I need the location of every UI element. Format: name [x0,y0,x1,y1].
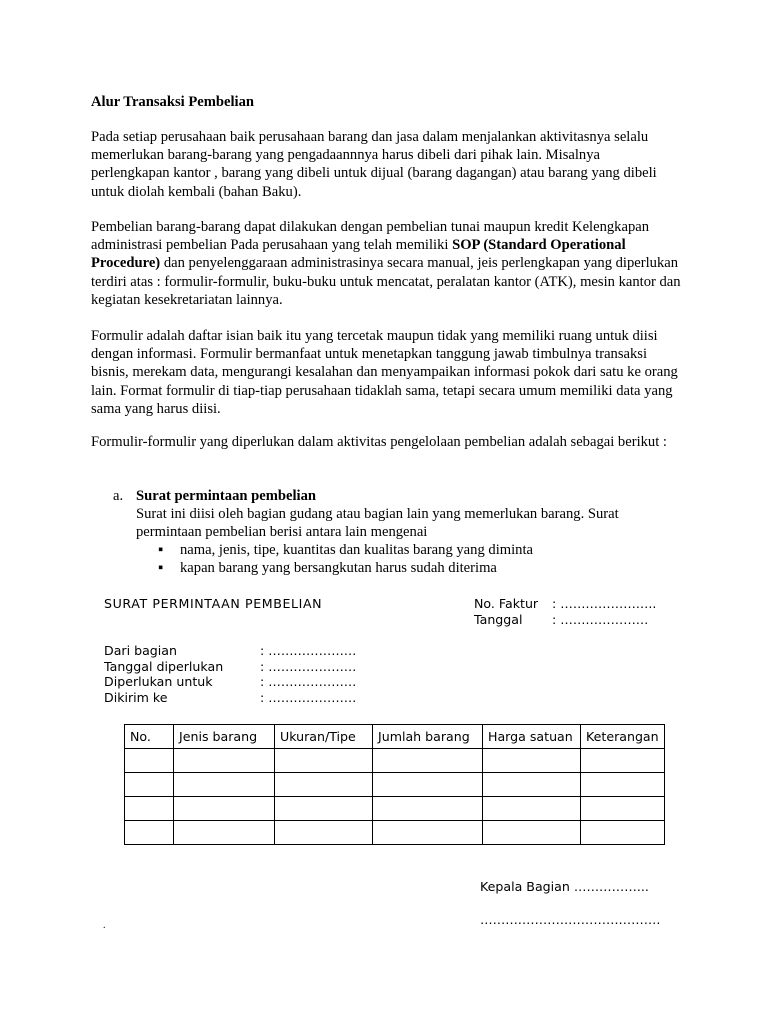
column-header: Harga satuan [483,725,581,749]
faktur-row [474,596,656,612]
table-cell[interactable] [373,821,483,845]
table-cell[interactable] [483,773,581,797]
table-cell[interactable] [581,749,665,773]
field-value: : ………………… [260,658,357,674]
table-cell[interactable] [174,773,275,797]
table-cell[interactable] [125,797,174,821]
table-cell[interactable] [483,821,581,845]
table-row [125,749,665,773]
stray-dot: . [103,920,106,931]
table-cell[interactable] [275,821,373,845]
paragraph-2 [91,218,681,309]
column-header: Jenis barang [174,725,275,749]
column-header: No. [125,725,174,749]
paragraph-4: Formulir-formulir yang diperlukan dalam aktivitas pengelolaan pembelian adalah sebagai berikut : [91,434,667,450]
table-cell[interactable] [275,797,373,821]
table-cell[interactable] [373,773,483,797]
field-value: : ………………… [260,643,357,658]
tanggal-row [474,612,648,628]
faktur-value: : ………………….. [552,596,657,611]
table-cell[interactable] [275,749,373,773]
form-field [104,674,356,690]
section-heading: Surat permintaan pembelian [136,488,316,504]
section-body: Surat ini diisi oleh bagian gudang atau bagian lain yang memerlukan barang. Surat permintaan pembelian berisi antara lain mengenai [136,506,619,541]
sop-term: SOP (Standard Operational Procedure) [91,237,626,272]
table-cell[interactable] [483,749,581,773]
document-title: Alur Transaksi Pembelian [91,94,254,110]
tanggal-label: Tanggal [474,612,523,627]
table-row [125,821,665,845]
section-marker: a. [113,488,124,504]
bullet-item [158,559,497,577]
field-value: : ………………… [260,674,357,690]
table-header-row [125,725,665,749]
column-header: Jumlah barang [373,725,483,749]
table-cell[interactable] [125,749,174,773]
field-label: Dari bagian [104,643,177,658]
bullet-square-icon: ▪ [158,542,164,558]
bullet-text: nama, jenis, tipe, kuantitas dan kualitas barang yang diminta [180,542,533,558]
column-header: Keterangan [581,725,665,749]
field-label: Diperlukan untuk [104,674,213,690]
form-field [104,690,356,706]
table-row [125,773,665,797]
form-title: SURAT PERMINTAAN PEMBELIAN [104,596,323,611]
table-cell[interactable] [373,749,483,773]
form-field [104,659,356,675]
faktur-label: No. Faktur [474,596,539,611]
bullet-square-icon: ▪ [158,560,164,576]
item-table [124,724,665,845]
bullet-text: kapan barang yang bersangkutan harus sudah diterima [180,560,497,576]
table-row [125,797,665,821]
table-cell[interactable] [581,821,665,845]
form-fields [104,643,356,705]
table-cell[interactable] [373,797,483,821]
bullet-item [158,541,533,559]
paragraph-2-text-b: dan penyelenggaraan administrasinya secara manual, jeis perlengkapan yang diperlukan terdiri atas : formulir-formulir, buku-buku untuk mencatat, peralatan kantor (ATK), mesin kantor dan kegiatan kesekretariatan lainnya. [91,255,681,308]
table-cell[interactable] [125,821,174,845]
form-field [104,643,356,659]
table-cell[interactable] [581,773,665,797]
field-value: : ………………… [260,689,357,705]
column-header: Ukuran/Tipe [275,725,373,749]
table-cell[interactable] [174,797,275,821]
signature-label: Kepala Bagian ……………... [480,879,649,894]
tanggal-value: : ………………… [552,612,649,627]
field-label: Dikirim ke [104,689,168,705]
table-cell[interactable] [174,749,275,773]
paragraph-2-text-a: Pembelian barang-barang dapat dilakukan dengan pembelian tunai maupun kredit Kelengkapan administrasi pembelian Pada perusahaan yang telah memiliki [91,219,650,254]
field-label: Tanggal diperlukan [104,658,224,674]
table-cell[interactable] [581,797,665,821]
table-cell[interactable] [125,773,174,797]
signature-line: ……………………………………. [480,912,661,927]
paragraph-1: Pada setiap perusahaan baik perusahaan barang dan jasa dalam menjalankan aktivitasnya selalu memerlukan barang-barang yang pengadaannnya harus dibeli dari pihak lain. Misalnya perlengkapan kantor , barang yang dibeli untuk dijual (barang dagangan) atau barang yang dibeli untuk diolah kembali (bahan Baku). [91,129,657,200]
table-cell[interactable] [275,773,373,797]
table-cell[interactable] [483,797,581,821]
table-cell[interactable] [174,821,275,845]
paragraph-3: Formulir adalah daftar isian baik itu yang tercetak maupun tidak yang memiliki ruang untuk diisi dengan informasi. Formulir bermanfaat untuk menetapkan tanggung jawab timbulnya transaksi bisnis, merekam data, mengurangi kesalahan dan menyampaikan informasi pokok dari satu ke orang lain. Format formulir di tiap-tiap perusahaan tidaklah sama, tetapi secara umum memiliki data yang sama yang harus diisi. [91,328,678,417]
